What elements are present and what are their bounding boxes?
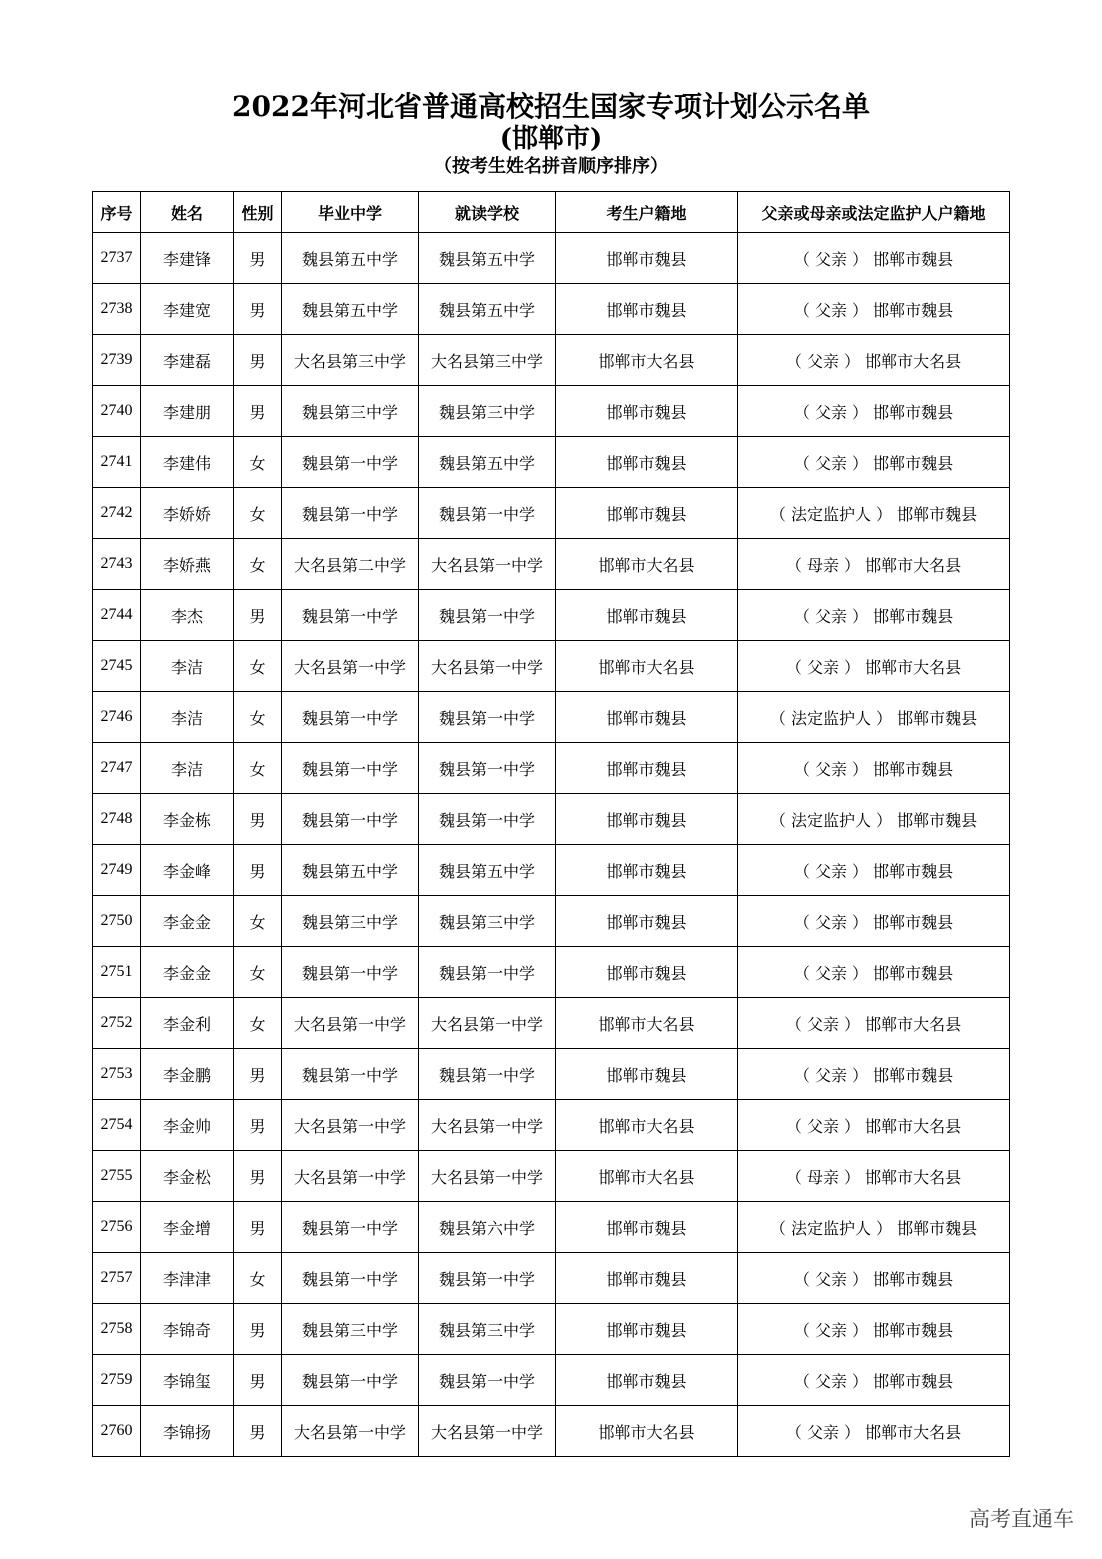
cell-candidate-residence: 邯郸市大名县 [556,1406,738,1457]
cell-candidate-residence: 邯郸市魏县 [556,845,738,896]
cell-guardian-residence: （ 母亲 ） 邯郸市大名县 [738,539,1010,590]
cell-no: 2757 [93,1253,141,1304]
cell-graduation-school: 魏县第一中学 [282,743,419,794]
cell-name: 李建伟 [141,437,234,488]
cell-graduation-school: 大名县第一中学 [282,1151,419,1202]
cell-name: 李锦玺 [141,1355,234,1406]
cell-current-school: 魏县第三中学 [419,386,556,437]
cell-gender: 男 [234,1049,282,1100]
header-cell-name: 姓名 [141,192,234,233]
cell-name: 李娇燕 [141,539,234,590]
cell-gender: 女 [234,947,282,998]
cell-current-school: 魏县第一中学 [419,1253,556,1304]
cell-gender: 女 [234,488,282,539]
cell-graduation-school: 魏县第一中学 [282,1049,419,1100]
cell-candidate-residence: 邯郸市大名县 [556,998,738,1049]
cell-graduation-school: 魏县第一中学 [282,692,419,743]
cell-current-school: 魏县第五中学 [419,284,556,335]
table-row [93,386,1010,437]
table-row [93,1202,1010,1253]
cell-graduation-school: 大名县第一中学 [282,998,419,1049]
cell-name: 李建磊 [141,335,234,386]
cell-no: 2756 [93,1202,141,1253]
table-row [93,1151,1010,1202]
cell-gender: 男 [234,845,282,896]
cell-graduation-school: 魏县第一中学 [282,947,419,998]
cell-guardian-residence: （ 父亲 ） 邯郸市魏县 [738,284,1010,335]
table-row [93,1049,1010,1100]
cell-no: 2755 [93,1151,141,1202]
cell-gender: 男 [234,284,282,335]
cell-gender: 男 [234,794,282,845]
cell-current-school: 魏县第五中学 [419,233,556,284]
cell-guardian-residence: （ 父亲 ） 邯郸市魏县 [738,1355,1010,1406]
cell-candidate-residence: 邯郸市大名县 [556,1151,738,1202]
cell-current-school: 魏县第五中学 [419,437,556,488]
cell-graduation-school: 大名县第二中学 [282,539,419,590]
cell-current-school: 大名县第一中学 [419,1151,556,1202]
cell-candidate-residence: 邯郸市魏县 [556,590,738,641]
cell-name: 李金帅 [141,1100,234,1151]
cell-current-school: 魏县第五中学 [419,845,556,896]
table-row [93,233,1010,284]
cell-gender: 男 [234,1202,282,1253]
cell-candidate-residence: 邯郸市魏县 [556,437,738,488]
cell-graduation-school: 魏县第三中学 [282,896,419,947]
cell-graduation-school: 大名县第一中学 [282,1406,419,1457]
cell-candidate-residence: 邯郸市大名县 [556,1100,738,1151]
table-row [93,590,1010,641]
cell-no: 2747 [93,743,141,794]
cell-current-school: 魏县第一中学 [419,590,556,641]
table-row [93,896,1010,947]
table-header [93,192,1010,233]
cell-no: 2748 [93,794,141,845]
table-row [93,794,1010,845]
table-row [93,488,1010,539]
cell-no: 2758 [93,1304,141,1355]
cell-gender: 女 [234,896,282,947]
cell-candidate-residence: 邯郸市魏县 [556,1202,738,1253]
table-row [93,1100,1010,1151]
cell-graduation-school: 魏县第一中学 [282,488,419,539]
cell-guardian-residence: （ 父亲 ） 邯郸市魏县 [738,1304,1010,1355]
cell-name: 李金金 [141,896,234,947]
header-cell-guardian-residence: 父亲或母亲或法定监护人户籍地 [738,192,1010,233]
cell-guardian-residence: （ 父亲 ） 邯郸市魏县 [738,1253,1010,1304]
cell-graduation-school: 魏县第一中学 [282,1202,419,1253]
cell-candidate-residence: 邯郸市魏县 [556,1253,738,1304]
cell-graduation-school: 魏县第五中学 [282,845,419,896]
cell-current-school: 魏县第一中学 [419,1355,556,1406]
header-cell-candidate-residence: 考生户籍地 [556,192,738,233]
cell-graduation-school: 魏县第三中学 [282,386,419,437]
table-row [93,1304,1010,1355]
cell-guardian-residence: （ 母亲 ） 邯郸市大名县 [738,1151,1010,1202]
cell-current-school: 魏县第三中学 [419,896,556,947]
cell-guardian-residence: （ 法定监护人 ） 邯郸市魏县 [738,1202,1010,1253]
cell-no: 2737 [93,233,141,284]
cell-guardian-residence: （ 父亲 ） 邯郸市魏县 [738,845,1010,896]
cell-guardian-residence: （ 法定监护人 ） 邯郸市魏县 [738,692,1010,743]
cell-no: 2744 [93,590,141,641]
cell-candidate-residence: 邯郸市魏县 [556,386,738,437]
table-row [93,1355,1010,1406]
table-row [93,998,1010,1049]
cell-graduation-school: 魏县第一中学 [282,590,419,641]
cell-current-school: 大名县第一中学 [419,1406,556,1457]
cell-graduation-school: 魏县第五中学 [282,233,419,284]
cell-candidate-residence: 邯郸市魏县 [556,1304,738,1355]
cell-gender: 男 [234,335,282,386]
cell-no: 2752 [93,998,141,1049]
cell-guardian-residence: （ 父亲 ） 邯郸市魏县 [738,947,1010,998]
cell-name: 李金利 [141,998,234,1049]
cell-no: 2754 [93,1100,141,1151]
cell-gender: 男 [234,386,282,437]
cell-graduation-school: 魏县第三中学 [282,1304,419,1355]
cell-candidate-residence: 邯郸市魏县 [556,947,738,998]
cell-name: 李建宽 [141,284,234,335]
cell-no: 2745 [93,641,141,692]
cell-name: 李金峰 [141,845,234,896]
cell-guardian-residence: （ 父亲 ） 邯郸市大名县 [738,1406,1010,1457]
cell-gender: 女 [234,539,282,590]
header-cell-current-school: 就读学校 [419,192,556,233]
header-cell-graduation-school: 毕业中学 [282,192,419,233]
cell-candidate-residence: 邯郸市魏县 [556,233,738,284]
cell-name: 李金增 [141,1202,234,1253]
cell-guardian-residence: （ 父亲 ） 邯郸市魏县 [738,743,1010,794]
cell-name: 李洁 [141,692,234,743]
cell-gender: 男 [234,233,282,284]
cell-candidate-residence: 邯郸市大名县 [556,641,738,692]
cell-graduation-school: 魏县第五中学 [282,284,419,335]
cell-no: 2746 [93,692,141,743]
table-row [93,1253,1010,1304]
cell-no: 2740 [93,386,141,437]
cell-guardian-residence: （ 父亲 ） 邯郸市魏县 [738,896,1010,947]
table-row [93,437,1010,488]
cell-current-school: 魏县第一中学 [419,1049,556,1100]
cell-no: 2751 [93,947,141,998]
cell-no: 2759 [93,1355,141,1406]
cell-name: 李建朋 [141,386,234,437]
cell-no: 2742 [93,488,141,539]
cell-candidate-residence: 邯郸市魏县 [556,284,738,335]
cell-current-school: 大名县第一中学 [419,998,556,1049]
header-cell-gender: 性别 [234,192,282,233]
cell-gender: 男 [234,590,282,641]
cell-guardian-residence: （ 父亲 ） 邯郸市大名县 [738,998,1010,1049]
table-row [93,692,1010,743]
cell-candidate-residence: 邯郸市魏县 [556,488,738,539]
cell-guardian-residence: （ 父亲 ） 邯郸市魏县 [738,1049,1010,1100]
cell-guardian-residence: （ 父亲 ） 邯郸市大名县 [738,1100,1010,1151]
cell-current-school: 大名县第一中学 [419,641,556,692]
cell-guardian-residence: （ 父亲 ） 邯郸市魏县 [738,233,1010,284]
cell-graduation-school: 魏县第一中学 [282,437,419,488]
cell-name: 李金鹏 [141,1049,234,1100]
table-row [93,743,1010,794]
cell-current-school: 魏县第一中学 [419,947,556,998]
cell-guardian-residence: （ 法定监护人 ） 邯郸市魏县 [738,794,1010,845]
cell-current-school: 魏县第三中学 [419,1304,556,1355]
cell-candidate-residence: 邯郸市魏县 [556,1355,738,1406]
cell-gender: 女 [234,1253,282,1304]
cell-no: 2743 [93,539,141,590]
cell-graduation-school: 大名县第三中学 [282,335,419,386]
cell-candidate-residence: 邯郸市大名县 [556,335,738,386]
table-row [93,335,1010,386]
cell-guardian-residence: （ 父亲 ） 邯郸市魏县 [738,386,1010,437]
table-row [93,947,1010,998]
table-row [93,1406,1010,1457]
cell-name: 李娇娇 [141,488,234,539]
table-row [93,539,1010,590]
cell-name: 李锦奇 [141,1304,234,1355]
cell-gender: 男 [234,1151,282,1202]
cell-gender: 男 [234,1100,282,1151]
cell-graduation-school: 大名县第一中学 [282,641,419,692]
cell-current-school: 魏县第六中学 [419,1202,556,1253]
cell-name: 李洁 [141,641,234,692]
cell-guardian-residence: （ 父亲 ） 邯郸市魏县 [738,590,1010,641]
cell-name: 李津津 [141,1253,234,1304]
cell-current-school: 魏县第一中学 [419,692,556,743]
cell-name: 李建锋 [141,233,234,284]
cell-graduation-school: 大名县第一中学 [282,1100,419,1151]
cell-no: 2750 [93,896,141,947]
cell-current-school: 大名县第一中学 [419,1100,556,1151]
cell-guardian-residence: （ 法定监护人 ） 邯郸市魏县 [738,488,1010,539]
cell-gender: 女 [234,641,282,692]
cell-candidate-residence: 邯郸市大名县 [556,539,738,590]
cell-no: 2760 [93,1406,141,1457]
roster-table [92,191,1010,1457]
cell-current-school: 大名县第一中学 [419,539,556,590]
cell-name: 李金金 [141,947,234,998]
cell-gender: 男 [234,1304,282,1355]
document-title: 2022年河北省普通高校招生国家专项计划公示名单 [232,90,870,123]
table-row [93,641,1010,692]
watermark: 高考直通车 [969,1507,1074,1531]
cell-guardian-residence: （ 父亲 ） 邯郸市大名县 [738,335,1010,386]
cell-graduation-school: 魏县第一中学 [282,1355,419,1406]
document-subtitle: (邯郸市) [499,124,603,154]
cell-gender: 女 [234,437,282,488]
cell-current-school: 魏县第一中学 [419,794,556,845]
cell-current-school: 魏县第一中学 [419,743,556,794]
cell-gender: 女 [234,998,282,1049]
cell-name: 李锦扬 [141,1406,234,1457]
cell-graduation-school: 魏县第一中学 [282,794,419,845]
cell-candidate-residence: 邯郸市魏县 [556,1049,738,1100]
cell-candidate-residence: 邯郸市魏县 [556,794,738,845]
cell-gender: 男 [234,1355,282,1406]
cell-no: 2739 [93,335,141,386]
cell-candidate-residence: 邯郸市魏县 [556,692,738,743]
cell-name: 李洁 [141,743,234,794]
table-body [93,233,1010,1457]
cell-current-school: 大名县第三中学 [419,335,556,386]
cell-candidate-residence: 邯郸市魏县 [556,896,738,947]
cell-name: 李金栋 [141,794,234,845]
cell-gender: 女 [234,692,282,743]
cell-guardian-residence: （ 父亲 ） 邯郸市魏县 [738,437,1010,488]
cell-graduation-school: 魏县第一中学 [282,1253,419,1304]
sort-note: （按考生姓名拼音顺序排序） [434,156,668,177]
table-row [93,284,1010,335]
table-row [93,845,1010,896]
cell-no: 2738 [93,284,141,335]
cell-candidate-residence: 邯郸市魏县 [556,743,738,794]
header-cell-no: 序号 [93,192,141,233]
cell-no: 2741 [93,437,141,488]
cell-guardian-residence: （ 父亲 ） 邯郸市大名县 [738,641,1010,692]
cell-no: 2753 [93,1049,141,1100]
cell-gender: 女 [234,743,282,794]
cell-name: 李杰 [141,590,234,641]
cell-name: 李金松 [141,1151,234,1202]
cell-no: 2749 [93,845,141,896]
cell-current-school: 魏县第一中学 [419,488,556,539]
header-row [93,192,1010,233]
cell-gender: 男 [234,1406,282,1457]
